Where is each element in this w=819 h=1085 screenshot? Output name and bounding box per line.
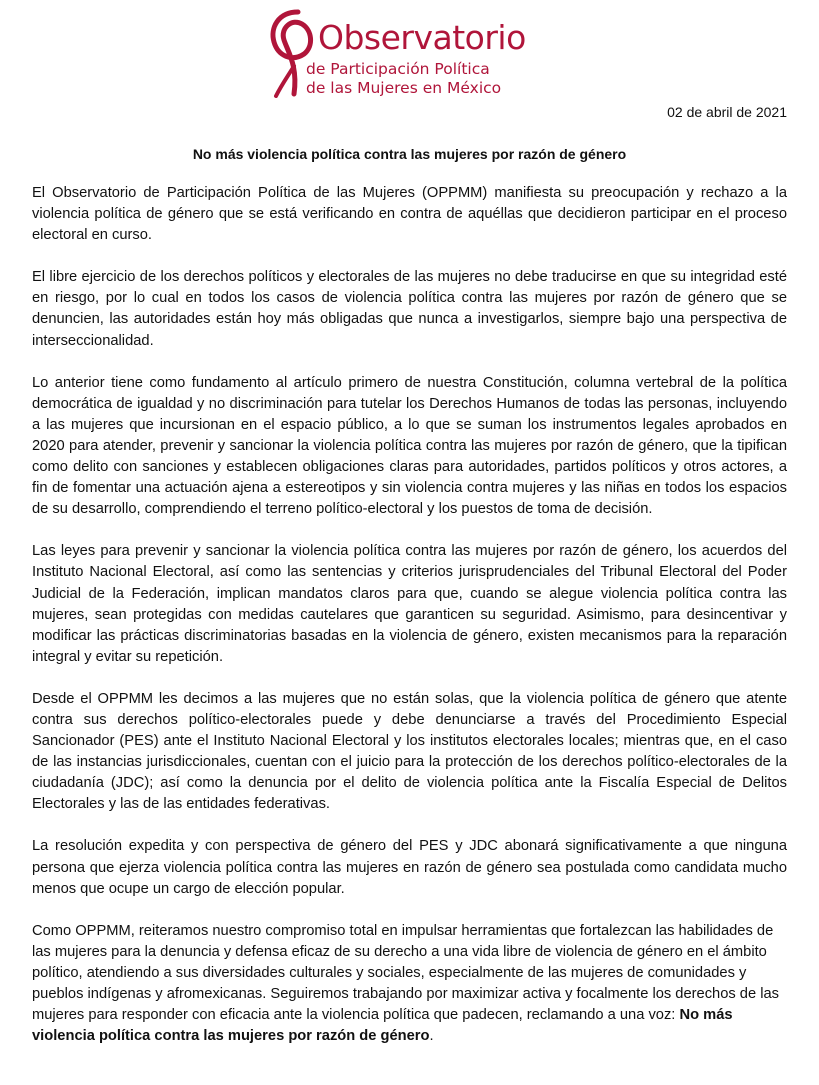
paragraph-2: El libre ejercicio de los derechos políticos y electorales de las mujeres no debe traducirse en que su integridad esté en riesgo, por lo cual en todos los casos de violencia política contra las mujeres por razón de género que se denuncien, las autoridades están hoy más obligadas que nunca a investigarlos, siempre bajo una perspectiva de interseccionalidad. bbox=[32, 269, 787, 349]
closing-period: . bbox=[429, 1028, 434, 1045]
document-date: 02 de abril de 2021 bbox=[667, 104, 787, 120]
logo-title: Observatorio bbox=[318, 18, 526, 57]
paragraph-4: Las leyes para prevenir y sancionar la violencia política contra las mujeres por razón de género, los acuerdos del Instituto Nacional Electoral, así como las sentencias y criterios jurisprudenciales del Tribunal Electoral del Poder Judicial de la Federación, implican mandatos claros para que, cuando se alegue violencia política contra las mujeres, sean protegidas con medidas cautelares que garanticen su seguridad. Asimismo, para desincentivar y modificar las prácticas discriminatorias basadas en la violencia de género, existen mecanismos para la reparación integral y evitar su repetición. bbox=[32, 543, 787, 665]
document-title: No más violencia política contra las mujeres por razón de género bbox=[192, 146, 627, 162]
observatorio-logo bbox=[268, 6, 526, 98]
closing-text: Como OPPMM, reiteramos nuestro compromiso total en impulsar herramientas que fortalezcan las habilidades de las mujeres para la denuncia y defensa eficaz de su derecho a una vida libre de violencia de género en el ámbito político, atendiendo a sus diversidades culturales y sociales, especialmente de las mujeres de comunidades y pueblos indígenas y afromexicanas. Seguiremos trabajando por maximizar activa y focalmente los derechos de las mujeres para responder con eficacia ante la violencia política que padecen, reclamando a una voz: bbox=[32, 922, 780, 1024]
closing-paragraph bbox=[32, 921, 787, 1048]
logo-subtitle-line-2: de las Mujeres en México bbox=[306, 79, 502, 97]
document-body bbox=[32, 183, 787, 1068]
paragraph-1: El Observatorio de Participación Política de las Mujeres (OPPMM) manifiesta su preocupación y rechazo a la violencia política de género que se está verificando en contra de aquéllas que decidieron participar en el proceso electoral en curso. bbox=[32, 185, 787, 244]
paragraph-5: Desde el OPPMM les decimos a las mujeres que no están solas, que la violencia política de género que atente contra sus derechos político-electorales puede y debe denunciarse a través del Procedimiento Especial Sancionador (PES) ante el Instituto Nacional Electoral y los institutos electorales locales; mientras que, en el caso de las instancias jurisdiccionales, cuentan con el juicio para la protección de los derechos político-electorales de la ciudadanía (JDC); así como la denuncia por el delito de violencia política ante la Fiscalía Especial de Delitos Electorales y las de las entidades federativas. bbox=[32, 690, 787, 813]
paragraph-3: Lo anterior tiene como fundamento al artículo primero de nuestra Constitución, columna vertebral de la política democrática de igualdad y no discriminación para tutelar los Derechos Humanos de todas las personas, incluyendo a las mujeres que incursionan en el espacio público, a lo que se suman los instrumentos legales aprobados en 2020 para atender, prevenir y sancionar la violencia política contra las mujeres por razón de género, que la tipifican como delito con sanciones y establecen obligaciones claras para autoridades, partidos políticos y otros actores, a fin de fomentar una actuación ajena a estereotipos y sin violencia contra mujeres y las niñas en todos los espacios de su desarrollo, comprendiendo el terreno político-electoral y los puestos de toma de decisión. bbox=[32, 374, 787, 518]
paragraph-6: La resolución expedita y con perspectiva de género del PES y JDC abonará significativamente a que ninguna persona que ejerza violencia política contra las mujeres en razón de género sea postulada como candidata mucho menos que ocupe un cargo de elección popular. bbox=[32, 838, 787, 897]
closing-slogan: No más violencia política contra las mujeres por razón de género bbox=[32, 1007, 733, 1045]
logo-subtitle-line-1: de Participación Política bbox=[306, 60, 490, 78]
